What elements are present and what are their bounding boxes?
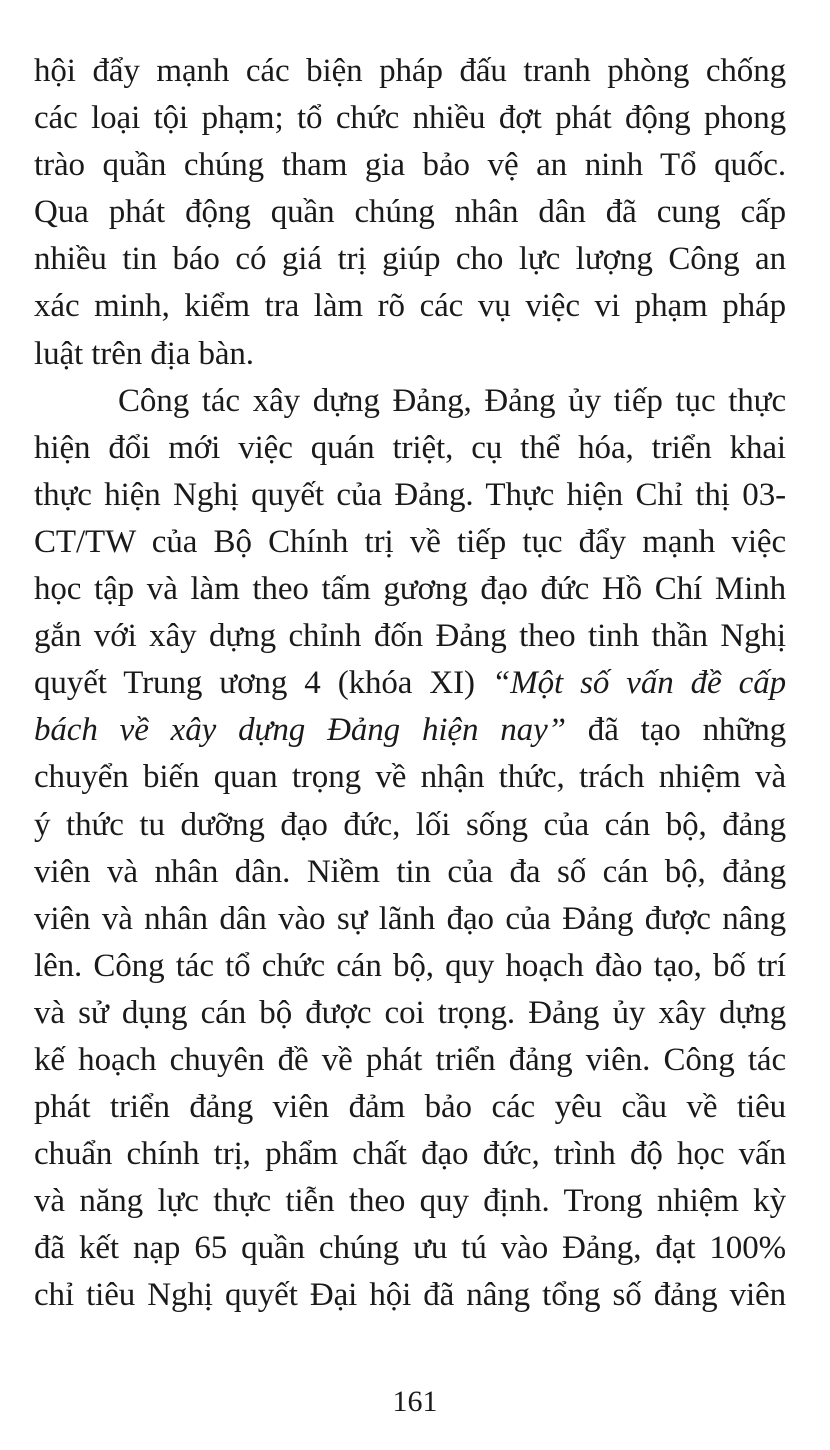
text-line: chuẩn chính trị, phẩm chất đạo đức, trình độ học vấn [34, 1136, 786, 1173]
text-line: học tập và làm theo tấm gương đạo đức Hồ Chí Minh [34, 571, 786, 608]
quoted-title-end: bách về xây dựng Đảng hiện nay” [34, 712, 566, 749]
text-line [34, 660, 786, 707]
text-line [34, 707, 786, 754]
text-line: CT/TW của Bộ Chính trị về tiếp tục đẩy mạnh việc [34, 523, 786, 560]
text-line: trào quần chúng tham gia bảo vệ an ninh Tổ quốc. [34, 147, 786, 184]
text-line: gắn với xây dựng chỉnh đốn Đảng theo tinh thần Nghị [34, 618, 786, 655]
text-line: phát triển đảng viên đảm bảo các yêu cầu về tiêu [34, 1089, 786, 1126]
text-line: xác minh, kiểm tra làm rõ các vụ việc vi phạm pháp [34, 288, 786, 325]
text-line: chuyển biến quan trọng về nhận thức, trách nhiệm và [34, 759, 786, 796]
text-line: thực hiện Nghị quyết của Đảng. Thực hiện Chỉ thị 03- [34, 476, 786, 513]
quoted-title-start: “Một số vấn đề cấp [491, 665, 786, 702]
text-line: nhiều tin báo có giá trị giúp cho lực lượng Công an [34, 241, 786, 278]
text-line: đã kết nạp 65 quần chúng ưu tú vào Đảng, đạt 100% [34, 1230, 786, 1267]
page-number: 161 [392, 1385, 438, 1418]
text-line: kế hoạch chuyên đề về phát triển đảng viên. Công tác [34, 1041, 786, 1078]
text-line: và năng lực thực tiễn theo quy định. Trong nhiệm kỳ [34, 1183, 786, 1220]
text-line: ý thức tu dưỡng đạo đức, lối sống của cán bộ, đảng [34, 806, 786, 843]
paragraph-1 [34, 48, 786, 378]
text-line: và sử dụng cán bộ được coi trọng. Đảng ủy xây dựng [34, 994, 786, 1031]
text-line: hội đẩy mạnh các biện pháp đấu tranh phòng chống [34, 53, 786, 89]
text-line: viên và nhân dân. Niềm tin của đa số cán bộ, đảng [34, 853, 786, 890]
text-run: đã tạo những [565, 712, 786, 749]
text-line: các loại tội phạm; tổ chức nhiều đợt phát động phong [34, 100, 786, 137]
page-body [34, 48, 786, 1320]
paragraph-2 [34, 378, 786, 1320]
text-line: chỉ tiêu Nghị quyết Đại hội đã nâng tổng số đảng viên [34, 1277, 786, 1314]
text-line: luật trên địa bàn. [34, 335, 254, 372]
text-line: lên. Công tác tổ chức cán bộ, quy hoạch đào tạo, bố trí [34, 947, 786, 984]
text-line: viên và nhân dân vào sự lãnh đạo của Đảng được nâng [34, 900, 786, 937]
text-run: quyết Trung ương 4 (khóa XI) [34, 665, 492, 702]
text-line: hiện đổi mới việc quán triệt, cụ thể hóa, triển khai [34, 429, 786, 466]
text-line: Qua phát động quần chúng nhân dân đã cung cấp [34, 194, 786, 231]
text-line: Công tác xây dựng Đảng, Đảng ủy tiếp tục thực [118, 382, 786, 419]
